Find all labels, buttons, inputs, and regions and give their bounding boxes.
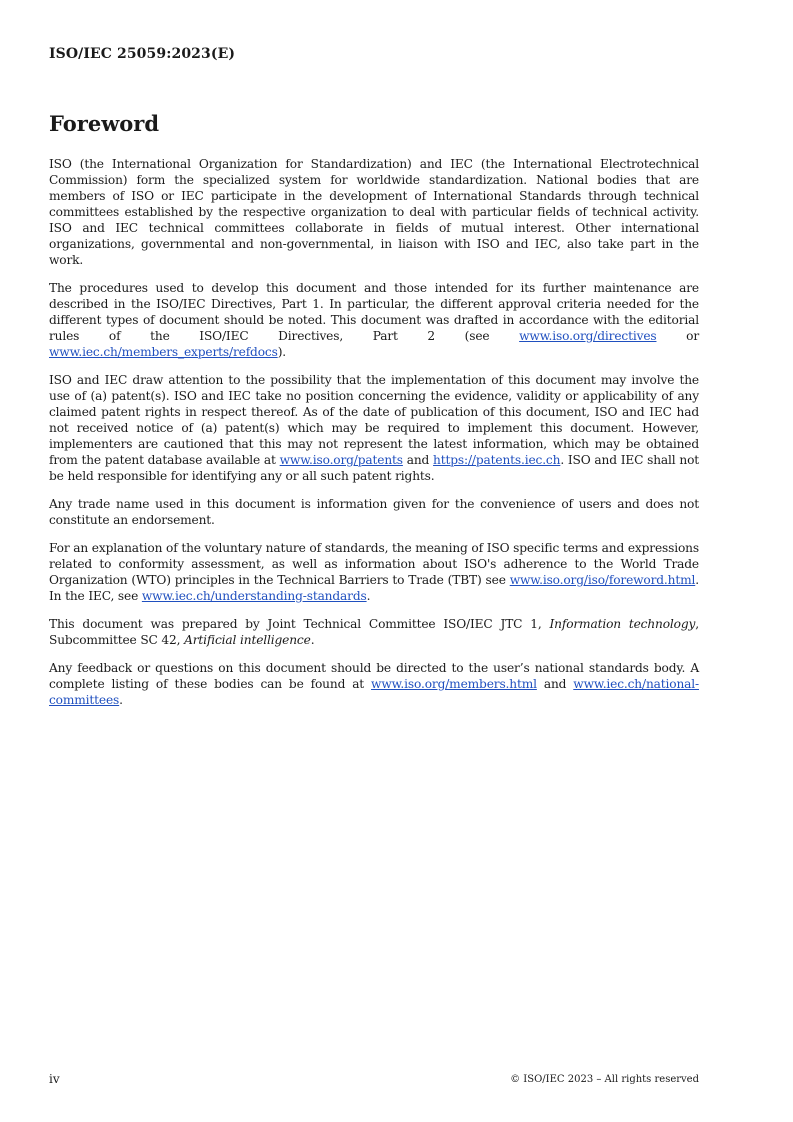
paragraph-feedback <box>49 660 699 708</box>
page-number: iv <box>49 1072 60 1086</box>
paragraph-trade-name: Any trade name used in this document is information given for the convenience of users and does not constitute an endorsement. <box>49 497 699 527</box>
voluntary-end: . <box>366 589 371 603</box>
voluntary-text: For an explanation of the voluntary nature of standards, the meaning of ISO specific terms and expressions related to conformity assessment, as well as information about ISO's adherence to the World Trade Organization (WTO) principles in the Technical Barriers to Trade (TBT) see <box>49 541 699 587</box>
patents-text: ISO and IEC draw attention to the possibility that the implementation of this document may involve the use of (a) patent(s). ISO and IEC take no position concerning the evidence, validity or applicability of any claimed patent rights in respect thereof. As of the date of publication of this document, ISO and IEC had not received notice of (a) patent(s) which may be required to implement this document. However, implementers are cautioned that this may not represent the latest information, which may be obtained from the patent database available at <box>49 373 699 467</box>
paragraph-patents <box>49 372 699 484</box>
feedback-end: . <box>119 693 123 707</box>
paragraph-prepared-by <box>49 616 699 648</box>
voluntary-mid: . In the IEC, see <box>49 573 699 603</box>
link-iec-understanding-standards[interactable]: www.iec.ch/understanding-standards <box>141 589 367 603</box>
foreword-body <box>49 156 699 720</box>
link-iec-national-committees[interactable]: www.iec.ch/national-committees <box>49 677 699 707</box>
link-iso-members[interactable]: www.iso.org/members.html <box>371 677 537 691</box>
patents-and: and <box>402 453 434 467</box>
paragraph-organizations: ISO (the International Organization for Standardization) and IEC (the International Electrotechnical Commission) form the specialized system for worldwide standardization. National bodies that are members of ISO or IEC participate in the development of International Standards through technical committees established by the respective organization to deal with particular fields of technical activity. ISO and IEC technical committees collaborate in fields of mutual interest. Other international organizations, governmental and non-governmental, in liaison with ISO and IEC, also take part in the work. <box>49 157 699 267</box>
feedback-and: and <box>536 677 574 691</box>
link-iso-directives[interactable]: www.iso.org/directives <box>519 329 657 343</box>
patents-end: . ISO and IEC shall not be held responsible for identifying any or all such patent rights. <box>49 453 699 483</box>
paragraph-procedures <box>49 280 699 360</box>
paragraph-voluntary-nature <box>49 540 699 604</box>
procedures-text: The procedures used to develop this document and those intended for its further maintenance are described in the ISO/IEC Directives, Part 1. In particular, the different approval criteria needed for the different types of document should be noted. This document was drafted in accordance with the editorial rules of the ISO/IEC Directives, Part 2 (see <box>49 281 699 343</box>
link-iec-patents[interactable]: https://patents.iec.ch <box>433 453 561 467</box>
committee-name: Information technology <box>549 617 696 631</box>
document-id-header: ISO/IEC 25059:2023(E) <box>49 46 236 62</box>
prepared-mid: , Subcommittee SC 42, <box>49 617 699 647</box>
subcommittee-name: Artificial intelligence <box>184 633 311 647</box>
copyright-notice: © ISO/IEC 2023 – All rights reserved <box>510 1074 699 1085</box>
feedback-text: Any feedback or questions on this document should be directed to the user’s national standards body. A complete listing of these bodies can be found at <box>49 661 699 691</box>
link-iso-foreword[interactable]: www.iso.org/iso/foreword.html <box>509 573 696 587</box>
link-iec-refdocs[interactable]: www.iec.ch/members_experts/refdocs <box>49 345 278 359</box>
procedures-end: ). <box>277 345 287 359</box>
link-iso-patents[interactable]: www.iso.org/patents <box>279 453 403 467</box>
page-title: Foreword <box>49 111 160 136</box>
prepared-end: . <box>310 633 315 647</box>
prepared-text: This document was prepared by Joint Technical Committee ISO/IEC JTC 1, <box>49 617 550 631</box>
procedures-or: or <box>656 329 699 343</box>
